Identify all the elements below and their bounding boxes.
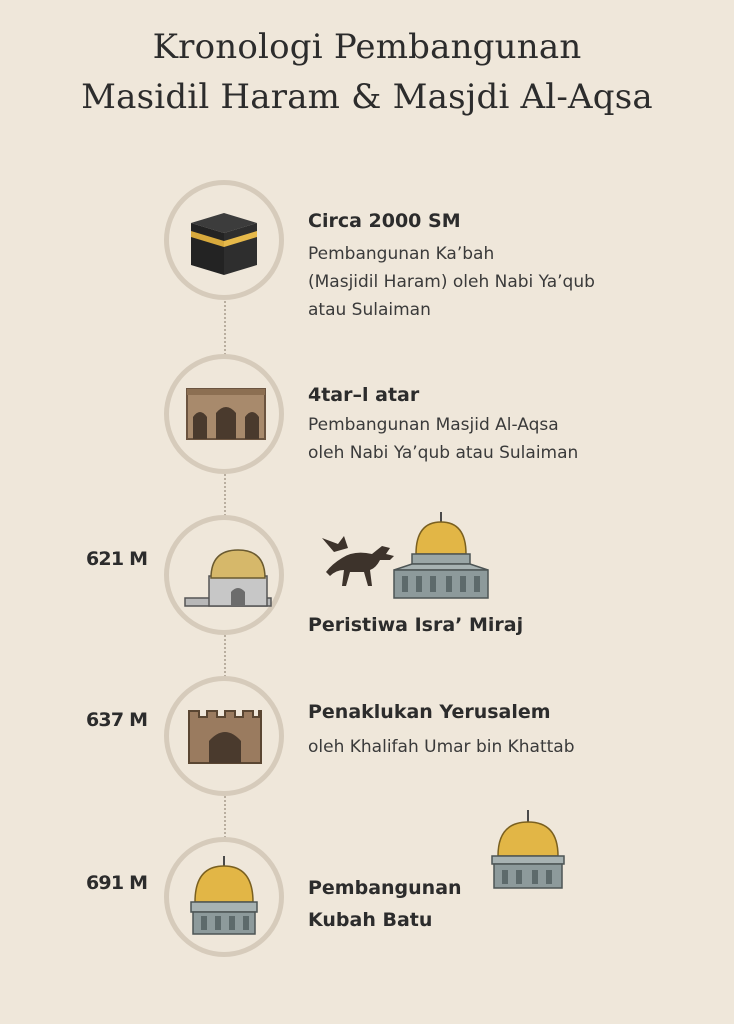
fortress-gate-icon bbox=[169, 681, 279, 791]
title-line-2: Masidil Haram & Masjdi Al-Aqsa bbox=[81, 77, 653, 117]
event-1-description-line: Pembangunan Ka’bah bbox=[308, 244, 495, 264]
event-4-date: 637 M bbox=[86, 709, 148, 731]
event-2-description-line: Pembangunan Masjid Al-Aqsa bbox=[308, 415, 559, 435]
dome-of-the-rock-icon bbox=[386, 510, 496, 602]
timeline-node-4 bbox=[164, 676, 284, 796]
title-line-1: Kronologi Pembangunan bbox=[152, 27, 582, 67]
arches-building-icon bbox=[169, 359, 279, 469]
kaaba-icon bbox=[169, 185, 279, 295]
event-4-heading: Penaklukan Yerusalem bbox=[308, 701, 551, 723]
event-1-description-line: (Masjidil Haram) oleh Nabi Ya’qub bbox=[308, 272, 595, 292]
event-2-description-line: oleh Nabi Ya’qub atau Sulaiman bbox=[308, 443, 579, 463]
event-1-description bbox=[308, 240, 595, 324]
timeline-connector bbox=[224, 635, 226, 677]
event-5-heading-line-1: Pembangunan bbox=[308, 877, 462, 899]
page-title bbox=[0, 22, 734, 122]
timeline-node-1 bbox=[164, 180, 284, 300]
event-5-date: 691 M bbox=[86, 872, 148, 894]
event-4-description bbox=[308, 733, 575, 761]
golden-dome-icon bbox=[488, 808, 568, 890]
timeline-node-2 bbox=[164, 354, 284, 474]
event-3-heading: Peristiwa Isra’ Miraj bbox=[308, 614, 524, 636]
event-5-heading bbox=[308, 872, 462, 936]
timeline-connector bbox=[224, 297, 226, 355]
event-1-heading: Circa 2000 SM bbox=[308, 210, 461, 232]
event-1-description-line: atau Sulaiman bbox=[308, 300, 431, 320]
domed-mosque-icon bbox=[169, 520, 279, 630]
golden-dome-icon bbox=[169, 842, 279, 952]
timeline-node-3 bbox=[164, 515, 284, 635]
event-5-heading-line-2: Kubah Batu bbox=[308, 909, 433, 931]
event-4-description-line: oleh Khalifah Umar bin Khattab bbox=[308, 737, 575, 757]
event-2-heading: 4tar–l atar bbox=[308, 384, 420, 406]
timeline-connector bbox=[224, 474, 226, 516]
timeline-node-5 bbox=[164, 837, 284, 957]
timeline-connector bbox=[224, 796, 226, 838]
event-2-description bbox=[308, 411, 578, 467]
event-3-date: 621 M bbox=[86, 548, 148, 570]
